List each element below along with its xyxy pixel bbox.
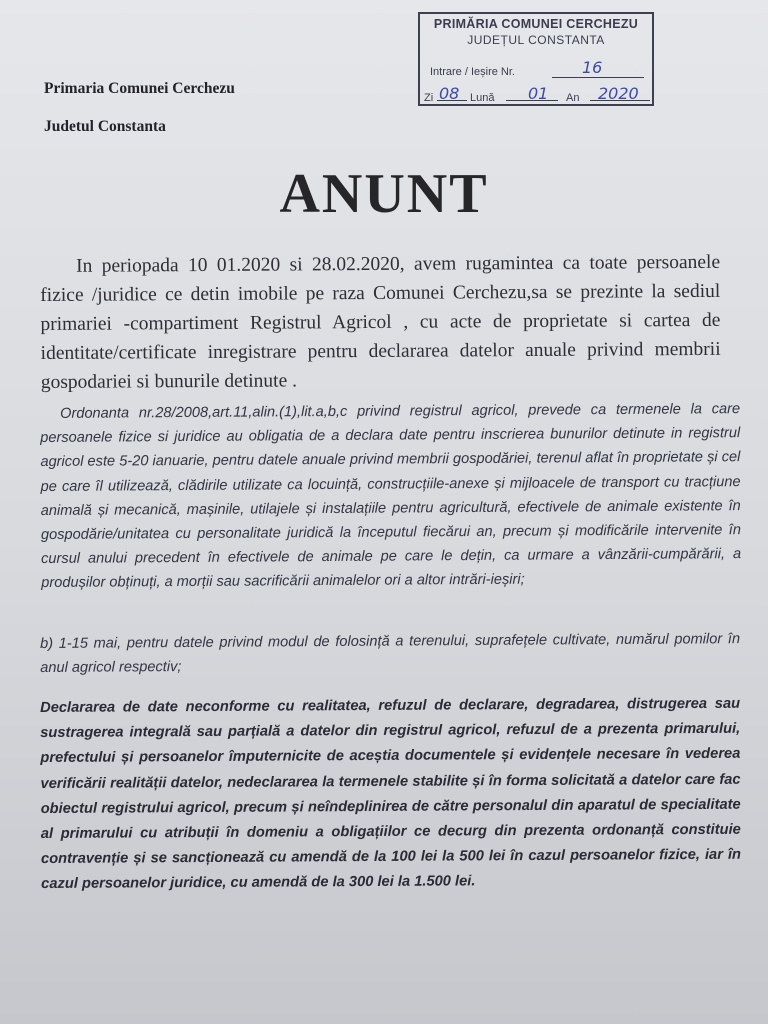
stamp-year-label: An <box>566 92 580 104</box>
institution-name: Primaria Comunei Cerchezu <box>44 80 235 97</box>
stamp-month-value: 01 <box>528 84 549 103</box>
stamp-day-value: 08 <box>439 84 460 103</box>
letter-b-paragraph: b) 1-15 mai, pentru datele privind modul de folosință a terenului, suprafețele cultivate, numărul pomilor în anul agricol respectiv; <box>40 631 741 677</box>
stamp-month-label: Lună <box>470 92 495 104</box>
intro-paragraph: In periopada 10 01.2020 si 28.02.2020, avem rugamintea ca toate persoanele fizice /juridice ce detin imobile pe raza Comunei Cerchezu,sa se prezinte la sediul primariei -compartiment Registrul Agricol , cu acte de proprietate si cartea de identitate/certificate inregistrare pentru declararea datelor anuale privind membrii gospodariei si bunurile detinute . <box>40 251 721 393</box>
ordinance-paragraph: Ordonanta nr.28/2008,art.11,alin.(1),lit.a,b,c privind registrul agricol, prevede ca termenele la care persoanele fizice si juridice au obligatia de a declara date pentru inscrierea bunurilor detinute in registrul agricol este 5-20 ianuarie, pentru datele anuale privind membrii gospodăriei, terenul aflat în proprietate și cel pe care îl utilizează, clădirile utilizate ca locuință, construcțiile-anexe și mijloacele de transport cu tracțiune animală și mecanică, mașinile, utilajele și instalațiile pentru agricultură, efectivele de animale existente în gospodărie/unitatea cu personalitate juridică la începutul fiecărui an, precum și modificările intervenite în cursul anului precedent în efectivele de animale pe care le dețin, ca urmare a vânzării-cumpărării, a produșilor obținuți, a morții sau sacrificării animalelor ori a altor intrări-ieșiri; <box>40 401 742 592</box>
stamp-month-line <box>506 100 558 101</box>
registration-stamp <box>418 12 654 106</box>
stamp-year-line <box>590 100 650 101</box>
page-title: ANUNT <box>279 163 489 225</box>
county-name: Judetul Constanta <box>44 118 166 135</box>
stamp-county: JUDEȚUL CONSTANTA <box>467 33 605 47</box>
declaration-paragraph: Declararea de date neconforme cu realitatea, refuzul de declarare, degradarea, distrugerea sau sustragerea integrală sau parțială a datelor din registrul agricol, refuzul de a prezenta primarului, prefectului și persoanelor împuternicite de aceștia documentele și evidențele necesare în vederea verificării realității datelor, nedeclararea la termenele stabilite și în forma solicitată a datelor care fac obiectul registrului agricol, precum și neîndeplinirea de către personalul din aparatul de specialitate al primarului cu atribuții în domeniu a obligațiilor ce decurg din prezenta ordonanță constituie contravenție și se sancționează cu amendă de la 100 lei la 500 lei în cazul persoanelor fizice, iar în cazul persoanelor juridice, cu amendă de la 300 lei la 1.500 lei. <box>40 695 742 893</box>
stamp-entry-number: 16 <box>582 58 603 77</box>
stamp-day-line <box>437 100 467 101</box>
stamp-entry-label: Intrare / Ieșire Nr. <box>430 66 515 78</box>
stamp-institution: PRIMĂRIA COMUNEI CERCHEZU <box>433 17 639 31</box>
stamp-year-value: 2020 <box>598 84 639 103</box>
stamp-day-label: Zi <box>424 92 434 104</box>
